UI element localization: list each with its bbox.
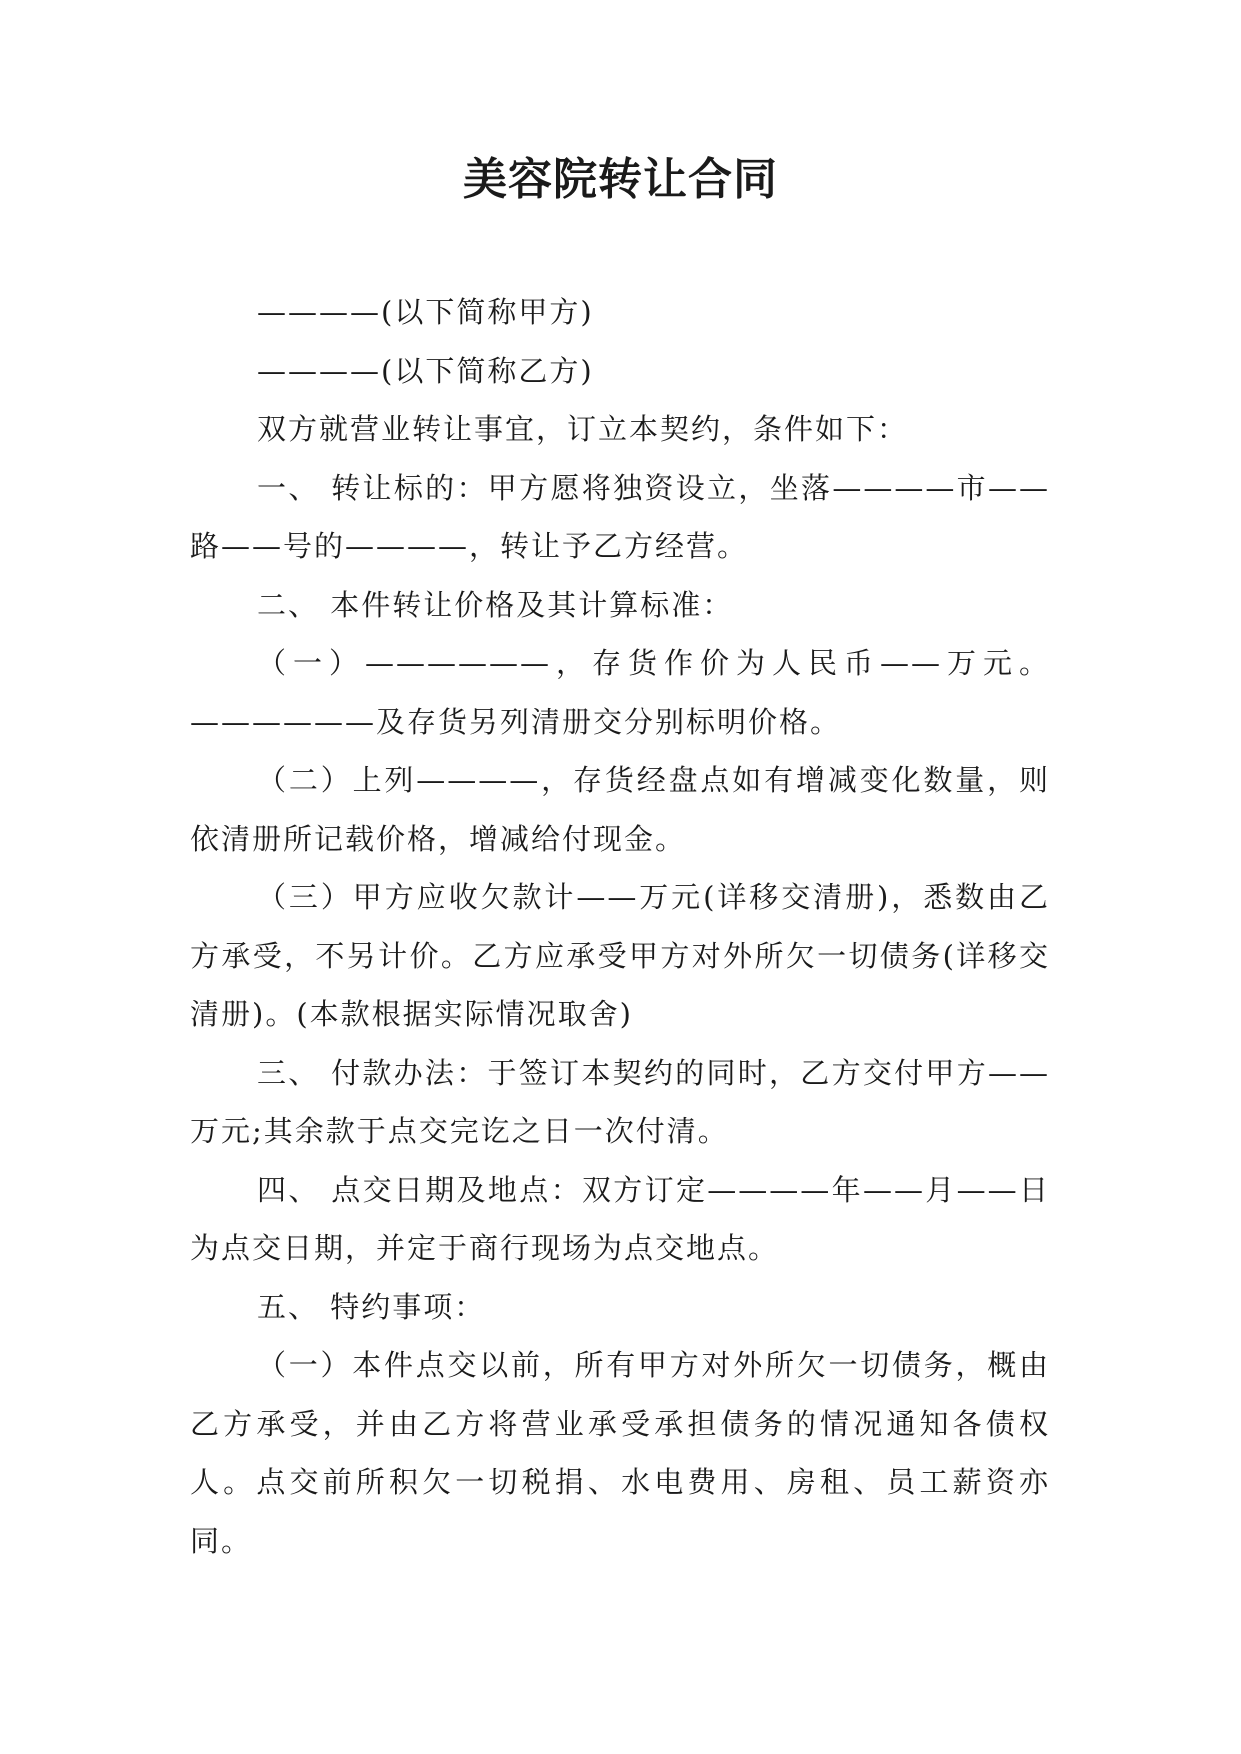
clause-2-item-2: （二）上列————，存货经盘点如有增减变化数量，则依清册所记载价格，增减给付现金。 bbox=[190, 763, 1050, 856]
clause-3-payment: 三、 付款办法：于签订本契约的同时，乙方交付甲方——万元;其余款于点交完讫之日一次付清。 bbox=[190, 1055, 1050, 1148]
clause-1-transfer-object: 一、 转让标的：甲方愿将独资设立，坐落————市——路——号的————，转让予乙方经营。 bbox=[190, 470, 1050, 563]
clause-5-heading: 五、 特约事项： bbox=[257, 1289, 486, 1324]
document-body bbox=[190, 283, 1050, 1570]
clause-2-item-3: （三）甲方应收欠款计——万元(详移交清册)，悉数由乙方承受，不另计价。乙方应承受甲方对外所欠一切债务(详移交清册)。(本款根据实际情况取舍) bbox=[190, 880, 1050, 1031]
document-title: 美容院转让合同 bbox=[463, 154, 778, 205]
party-a-line: ————(以下简称甲方) bbox=[257, 295, 594, 329]
clause-4-handover: 四、 点交日期及地点：双方订定————年——月——日为点交日期，并定于商行现场为点交地点。 bbox=[190, 1172, 1050, 1265]
party-b-line: ————(以下简称乙方) bbox=[257, 353, 594, 388]
intro-paragraph: 双方就营业转让事宜，订立本契约，条件如下： bbox=[257, 412, 909, 446]
clause-2-heading: 二、 本件转让价格及其计算标准： bbox=[257, 587, 734, 622]
clause-2-item-1: （一）——————，存货作价为人民币——万元。——————及存货另列清册交分别标明价格。 bbox=[190, 646, 1050, 739]
clause-5-item-1: （一）本件点交以前，所有甲方对外所欠一切债务，概由乙方承受，并由乙方将营业承受承担债务的情况通知各债权人。点交前所积欠一切税捐、水电费用、房租、员工薪资亦同。 bbox=[190, 1348, 1050, 1558]
